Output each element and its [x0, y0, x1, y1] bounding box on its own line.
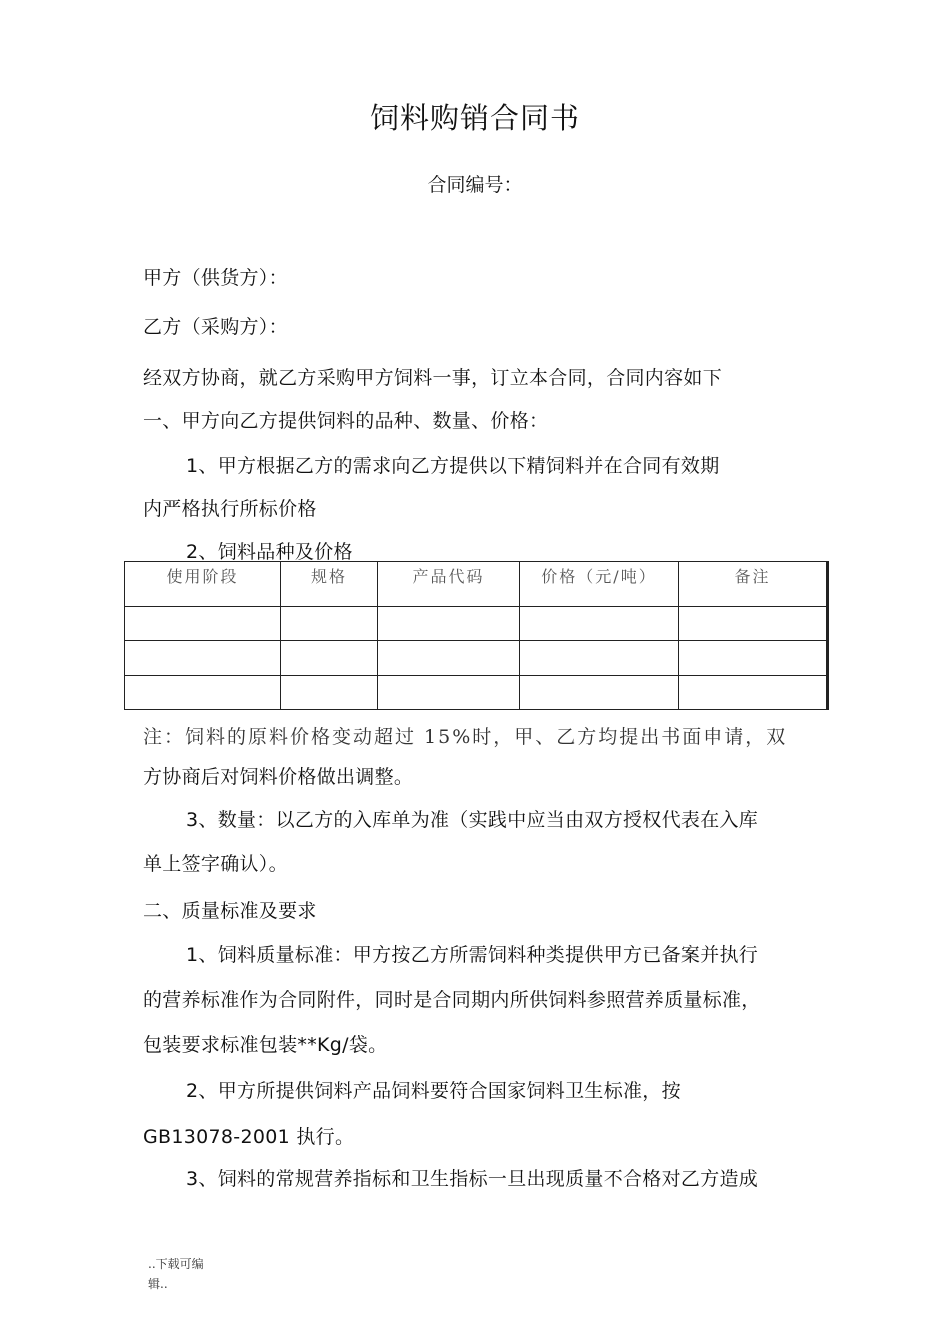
section1-item3-line1: 3、数量：以乙方的入库单为准（实践中应当由双方授权代表在入库	[186, 809, 759, 831]
section2-item2-line1: 2、甲方所提供饲料产品饲料要符合国家饲料卫生标准，按	[186, 1080, 681, 1102]
contract-number-label: 合同编号：	[427, 174, 523, 196]
party-a-line: 甲方（供货方）：	[143, 267, 288, 289]
section1-item3-line2: 单上签字确认）。	[143, 853, 288, 875]
header-price: 价格（元/吨）	[520, 562, 679, 607]
section2-item3-line1: 3、饲料的常规营养指标和卫生指标一旦出现质量不合格对乙方造成	[186, 1168, 759, 1190]
section2-item1-line2: 的营养标准作为合同附件，同时是合同期内所供饲料参照营养质量标准，	[143, 989, 761, 1011]
section2-item1-line3: 包装要求标准包装**Kg/袋。	[143, 1034, 388, 1056]
section2-item2-line2: GB13078-2001 执行。	[143, 1126, 355, 1148]
party-b-line: 乙方（采购方）：	[143, 316, 288, 338]
table-cell	[378, 641, 520, 675]
table-cell	[125, 641, 281, 675]
header-stage: 使用阶段	[125, 562, 281, 607]
feed-price-table	[124, 561, 829, 710]
section1-heading: 一、甲方向乙方提供饲料的品种、数量、价格：	[143, 410, 549, 432]
table-cell	[679, 641, 828, 675]
table-cell	[125, 675, 281, 709]
table-cell	[520, 675, 679, 709]
section2-heading: 二、质量标准及要求	[143, 900, 317, 922]
section1-item1-line2: 内严格执行所标价格	[143, 498, 317, 520]
header-remarks: 备注	[679, 562, 828, 607]
table-cell	[378, 607, 520, 641]
document-title: 饲料购销合同书	[369, 101, 580, 135]
price-note-line1: 注：饲料的原料价格变动超过 15%时，甲、乙方均提出书面申请，双	[143, 726, 788, 748]
table-cell	[679, 607, 828, 641]
header-product-code: 产品代码	[378, 562, 520, 607]
preamble: 经双方协商，就乙方采购甲方饲料一事，订立本合同，合同内容如下	[143, 367, 723, 389]
table-cell	[281, 607, 378, 641]
table-cell	[679, 675, 828, 709]
table-cell	[125, 607, 281, 641]
section1-item1-line1: 1、甲方根据乙方的需求向乙方提供以下精饲料并在合同有效期	[186, 455, 720, 477]
table-cell	[520, 607, 679, 641]
section1-item2: 2、饲料品种及价格	[186, 541, 353, 563]
price-note-line2: 方协商后对饲料价格做出调整。	[143, 766, 414, 788]
footer-line1: ..下载可编	[148, 1257, 204, 1271]
table-row	[125, 607, 828, 641]
table-cell	[281, 675, 378, 709]
footer-line2: 辑..	[148, 1277, 168, 1291]
table-row	[125, 675, 828, 709]
table-header-row	[125, 562, 828, 607]
table-cell	[281, 641, 378, 675]
table-cell	[378, 675, 520, 709]
header-spec: 规格	[281, 562, 378, 607]
section2-item1-line1: 1、饲料质量标准：甲方按乙方所需饲料种类提供甲方已备案并执行	[186, 944, 759, 966]
table-cell	[520, 641, 679, 675]
table-row	[125, 641, 828, 675]
